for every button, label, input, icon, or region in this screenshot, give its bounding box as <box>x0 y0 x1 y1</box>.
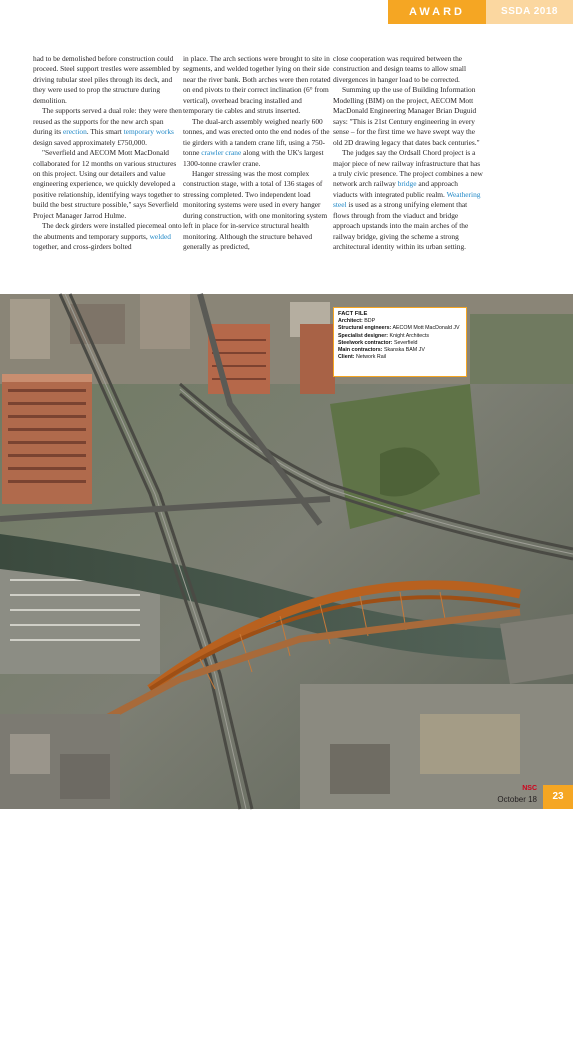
fact-file-row: Main contractors: Skanska BAM JV <box>338 347 425 354</box>
article-paragraph <box>33 106 183 148</box>
text-run: design saved approximately £750,000. <box>33 137 147 147</box>
article-paragraph <box>33 221 183 252</box>
article-paragraph <box>183 54 333 117</box>
page-header <box>0 0 573 24</box>
aerial-photo <box>0 294 573 1053</box>
article-paragraph <box>33 54 183 106</box>
article-paragraph <box>333 54 483 85</box>
article-paragraph <box>183 117 333 169</box>
text-run: Summing up the use of Building Information Modelling (BIM) on the project, AECOM Mott MacDonald Engineering Manager Brian Duguid says: "This is 21st Century engineering in every sense – for the first time we have swept way the old 2D drawing legacy that dates back centuries." <box>333 85 480 147</box>
text-run: "Severfield and AECOM Mott MacDonald collaborated for 12 months on various structures on this project. Using our detailers and value engineering experience, we quickly developed a positive relationship, identifying ways together to build the best structure possible," says Severfield Project Manager Jarrod Hulme. <box>33 148 180 220</box>
text-run: close cooperation was required between the construction and design teams to allow small divergences in hanger load to be corrected. <box>333 54 467 84</box>
article-paragraph <box>333 85 483 148</box>
keyword-link[interactable]: temporary works <box>123 127 174 137</box>
text-run: The deck girders were installed piecemeal onto the abutments and temporary supports, <box>33 221 182 241</box>
fact-file-row: Steelwork contractor: Severfield <box>338 339 418 346</box>
magazine-name: NSC <box>522 785 537 792</box>
text-run: together, and cross-girders bolted <box>33 242 132 252</box>
fact-file-row: Specialist designer: Knight Architects <box>338 332 429 339</box>
article-column-1 <box>33 54 183 253</box>
text-run: Hanger stressing was the most complex construction stage, with a total of 136 stages of stressing completed. Two independent load monitoring systems were used in every hanger during construction, with one monitoring system left in place for in-service structural health monitoring. Although the structure behaved generally as predicted, <box>183 168 328 252</box>
article-paragraph <box>333 148 483 253</box>
text-run: . This smart <box>86 127 124 137</box>
article-paragraph <box>33 148 183 221</box>
page-footer <box>480 785 573 809</box>
event-tag: SSDA 2018 <box>486 0 573 24</box>
fact-file-row: Structural engineers: AECOM Mott MacDonald JV <box>338 325 460 332</box>
keyword-link[interactable]: Weathering steel <box>333 189 481 210</box>
article-column-2 <box>183 54 333 253</box>
text-run: along with the UK's largest 1300-tonne crawler crane. <box>183 148 324 168</box>
keyword-link[interactable]: erection <box>62 127 87 137</box>
text-run: The supports served a dual role: they were then reused as the supports for the new arch span during its <box>33 106 182 137</box>
photo-credit: www.aerialsmedia.info <box>551 1003 557 1053</box>
text-run: and approach viaducts with integrated public realm. <box>333 179 458 199</box>
keyword-link[interactable]: bridge <box>397 179 417 189</box>
fact-file-row: Client: Network Rail <box>338 354 386 361</box>
fact-file-row: Architect: BDP <box>338 318 376 325</box>
fact-file-box <box>333 307 467 377</box>
text-run: had to be demolished before construction could proceed. Steel support trestles were assembled by driving tubular steel piles through its deck, and they were used to prop the structure during demolition. <box>33 54 180 105</box>
keyword-link[interactable]: crawler crane <box>201 148 242 158</box>
issue-date: October 18 <box>497 795 537 804</box>
text-run: The dual-arch assembly weighed nearly 600 tonnes, and was erected onto the end nodes of the tie girders with a tandem crane lift, using a 750-tonne <box>183 116 330 158</box>
page-number: 23 <box>543 785 573 809</box>
text-run: The judges say the Ordsall Chord project is a major piece of new railway infrastructure that has a truly civic presence. The project combines a new network arch railway <box>333 148 483 189</box>
text-run: in place. The arch sections were brought to site in segments, and welded together lying on their side near the river bank. Both arches were then rotated on end pivots to their correct inclination (6° from vertical), overhead bracing installed and temporary tie cables and struts inserted. <box>183 54 331 116</box>
keyword-link[interactable]: welded <box>149 231 171 241</box>
fact-file-title: FACT FILE <box>338 311 368 317</box>
section-tag: AWARD <box>388 0 486 24</box>
article-column-3 <box>333 54 483 253</box>
aerial-photo-illustration <box>0 294 573 809</box>
text-run: is used as a strong unifying element that flows through from the viaduct and bridge approach upstands into the main arches of the railway bridge, giving the scheme a strong architectural identity within its urban setting. <box>333 200 469 252</box>
article-paragraph <box>183 169 333 253</box>
